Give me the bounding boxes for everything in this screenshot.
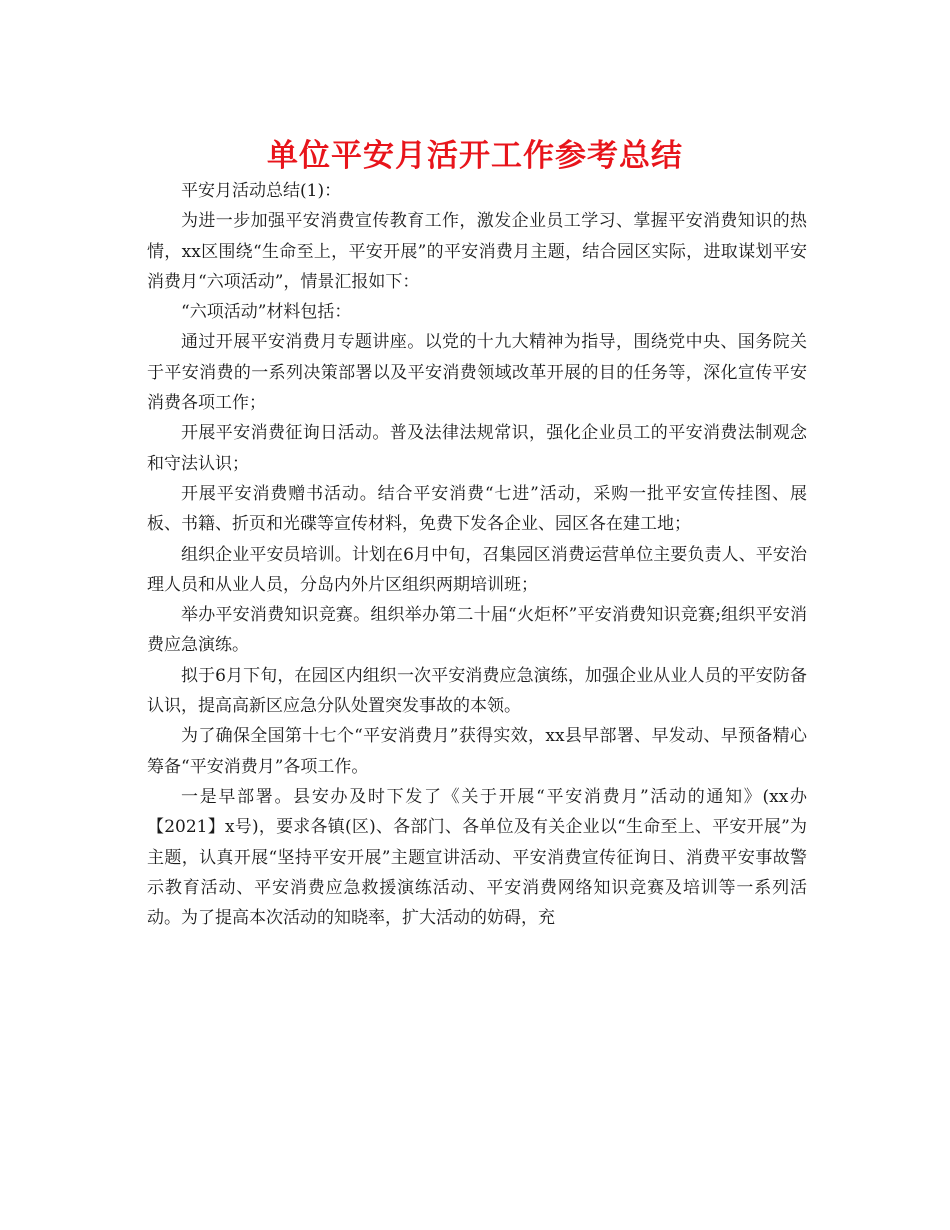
paragraph-drill: 拟于6月下旬，在园区内组织一次平安消费应急演练，加强企业从业人员的平安防备认识，提高高新区应急分队处置突发事故的本领。	[147, 665, 807, 717]
paragraph-consultation-day: 开展平安消费征询日活动。普及法律法规常识，强化企业员工的平安消费法制观念和守法认识；	[147, 423, 807, 474]
paragraph-intro: 为进一步加强平安消费宣传教育工作，激发企业员工学习、掌握平安消费知识的热情，xx区围绕“生命至上，平安开展”的平安消费月主题，结合园区实际，进取谋划平安消费月“六项活动”，情景汇报如下：	[147, 211, 807, 292]
document-body	[147, 176, 807, 933]
paragraph-subtitle: 平安月活动总结(1)：	[181, 181, 342, 201]
paragraph-early-deploy: 一是早部署。县安办及时下发了《关于开展“平安消费月”活动的通知》(xx办【2021】x号)，要求各镇(区)、各部门、各单位及有关企业以“生命至上、平安开展”为主题，认真开展“坚持平安开展”主题宣讲活动、平安消费宣传征询日、消费平安事故警示教育活动、平安消费应急救援演练活动、平安消费网络知识竞赛及培训等一系列活动。为了提高本次活动的知晓率，扩大活动的妨碍，充	[147, 786, 807, 929]
document-title: 单位平安月活开工作参考总结	[267, 138, 683, 174]
paragraph-quiz: 举办平安消费知识竞赛。组织举办第二十届“火炬杯”平安消费知识竞赛;组织平安消费应急演练。	[147, 605, 807, 656]
paragraph-book-donation: 开展平安消费赠书活动。结合平安消费“七进”活动，采购一批平安宣传挂图、展板、书籍、折页和光碟等宣传材料，免费下发各企业、园区各在建工地；	[147, 483, 807, 535]
paragraph-lecture: 通过开展平安消费月专题讲座。以党的十九大精神为指导，围绕党中央、国务院关于平安消费的一系列决策部署以及平安消费领域改革开展的目的任务等，深化宣传平安消费各项工作；	[147, 332, 807, 414]
paragraph-six-activities: “六项活动”材料包括：	[181, 302, 352, 323]
paragraph-county: 为了确保全国第十七个“平安消费月”获得实效，xx县早部署、早发动、早预备精心筹备“平安消费月”各项工作。	[147, 726, 807, 777]
paragraph-training: 组织企业平安员培训。计划在6月中旬，召集园区消费运营单位主要负责人、平安治理人员和从业人员，分岛内外片区组织两期培训班；	[147, 544, 807, 595]
